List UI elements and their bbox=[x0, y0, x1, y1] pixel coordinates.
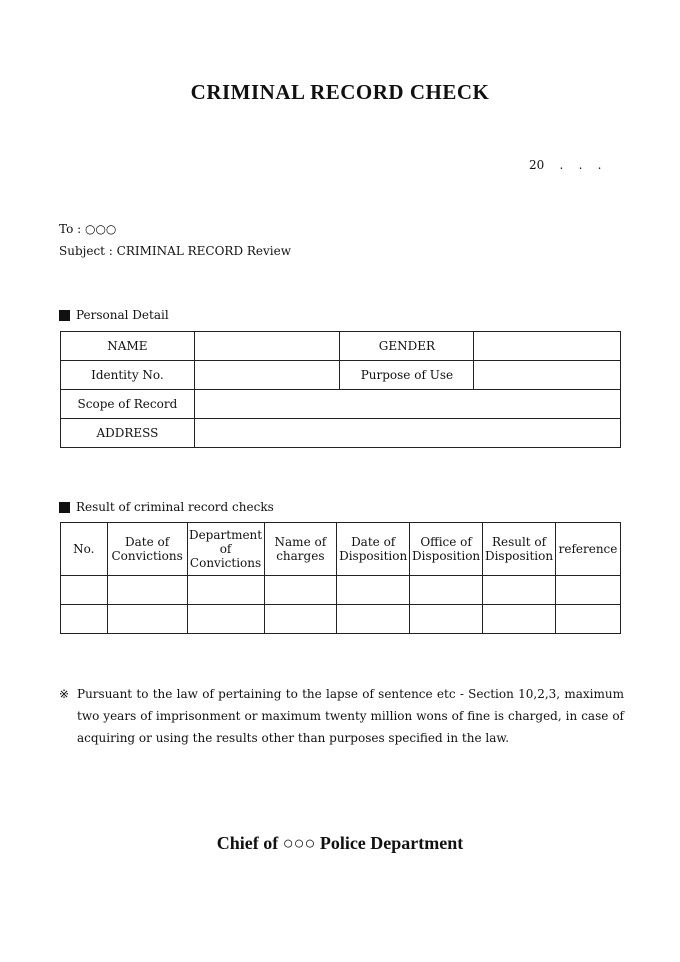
column-header-no: No. bbox=[61, 523, 108, 576]
personal-detail-heading bbox=[59, 308, 169, 322]
result-cell[interactable] bbox=[61, 576, 108, 605]
name-label: NAME bbox=[61, 332, 195, 361]
result-cell[interactable] bbox=[264, 576, 337, 605]
result-cell[interactable] bbox=[556, 576, 621, 605]
table-header-row bbox=[61, 523, 621, 576]
results-heading-text: Result of criminal record checks bbox=[76, 500, 274, 514]
result-cell[interactable] bbox=[107, 576, 187, 605]
results-table bbox=[60, 522, 621, 634]
signature-line: Chief of ○○○ Police Department bbox=[216, 833, 464, 853]
purpose-of-use-field[interactable] bbox=[474, 361, 621, 390]
square-bullet-icon bbox=[59, 502, 70, 513]
name-field[interactable] bbox=[194, 332, 340, 361]
result-cell[interactable] bbox=[264, 605, 337, 634]
table-row bbox=[61, 576, 621, 605]
reference-mark: ※ bbox=[59, 687, 70, 701]
purpose-of-use-label: Purpose of Use bbox=[340, 361, 474, 390]
legal-note bbox=[59, 683, 624, 749]
personal-detail-table bbox=[60, 331, 621, 448]
result-cell[interactable] bbox=[187, 605, 264, 634]
result-cell[interactable] bbox=[556, 605, 621, 634]
scope-of-record-label: Scope of Record bbox=[61, 390, 195, 419]
subject-line: Subject : CRIMINAL RECORD Review bbox=[59, 244, 292, 258]
result-cell[interactable] bbox=[337, 576, 410, 605]
legal-note-text: Pursuant to the law of pertaining to the lapse of sentence etc - Section 10,2,3, maximum two years of imprisonment or maximum twenty million wons of fine is charged, in case of acquiring or using the results other than purposes specified in the law. bbox=[77, 687, 624, 745]
recipient-line: To : ○○○ bbox=[59, 222, 117, 236]
result-cell[interactable] bbox=[410, 576, 483, 605]
result-cell[interactable] bbox=[410, 605, 483, 634]
column-header-result-of-disposition: Result of Disposition bbox=[483, 523, 556, 576]
address-field[interactable] bbox=[194, 419, 620, 448]
personal-detail-heading-text: Personal Detail bbox=[76, 308, 169, 322]
table-row bbox=[61, 390, 621, 419]
table-row bbox=[61, 605, 621, 634]
result-cell[interactable] bbox=[61, 605, 108, 634]
table-row bbox=[61, 361, 621, 390]
column-header-name-of-charges: Name of charges bbox=[264, 523, 337, 576]
result-cell[interactable] bbox=[187, 576, 264, 605]
column-header-office-of-disposition: Office of Disposition bbox=[410, 523, 483, 576]
result-cell[interactable] bbox=[483, 576, 556, 605]
result-cell[interactable] bbox=[483, 605, 556, 634]
column-header-date-of-disposition: Date of Disposition bbox=[337, 523, 410, 576]
column-header-reference: reference bbox=[556, 523, 621, 576]
document-title: CRIMINAL RECORD CHECK bbox=[190, 80, 490, 104]
gender-field[interactable] bbox=[474, 332, 621, 361]
column-header-department-of-convictions: Department of Convictions bbox=[187, 523, 264, 576]
gender-label: GENDER bbox=[340, 332, 474, 361]
table-row bbox=[61, 419, 621, 448]
column-header-date-of-convictions: Date of Convictions bbox=[107, 523, 187, 576]
address-label: ADDRESS bbox=[61, 419, 195, 448]
result-cell[interactable] bbox=[337, 605, 410, 634]
identity-no-label: Identity No. bbox=[61, 361, 195, 390]
result-cell[interactable] bbox=[107, 605, 187, 634]
date-line: 20 . . . bbox=[529, 158, 602, 172]
scope-of-record-field[interactable] bbox=[194, 390, 620, 419]
identity-no-field[interactable] bbox=[194, 361, 340, 390]
square-bullet-icon bbox=[59, 310, 70, 321]
table-row bbox=[61, 332, 621, 361]
results-heading bbox=[59, 500, 274, 514]
